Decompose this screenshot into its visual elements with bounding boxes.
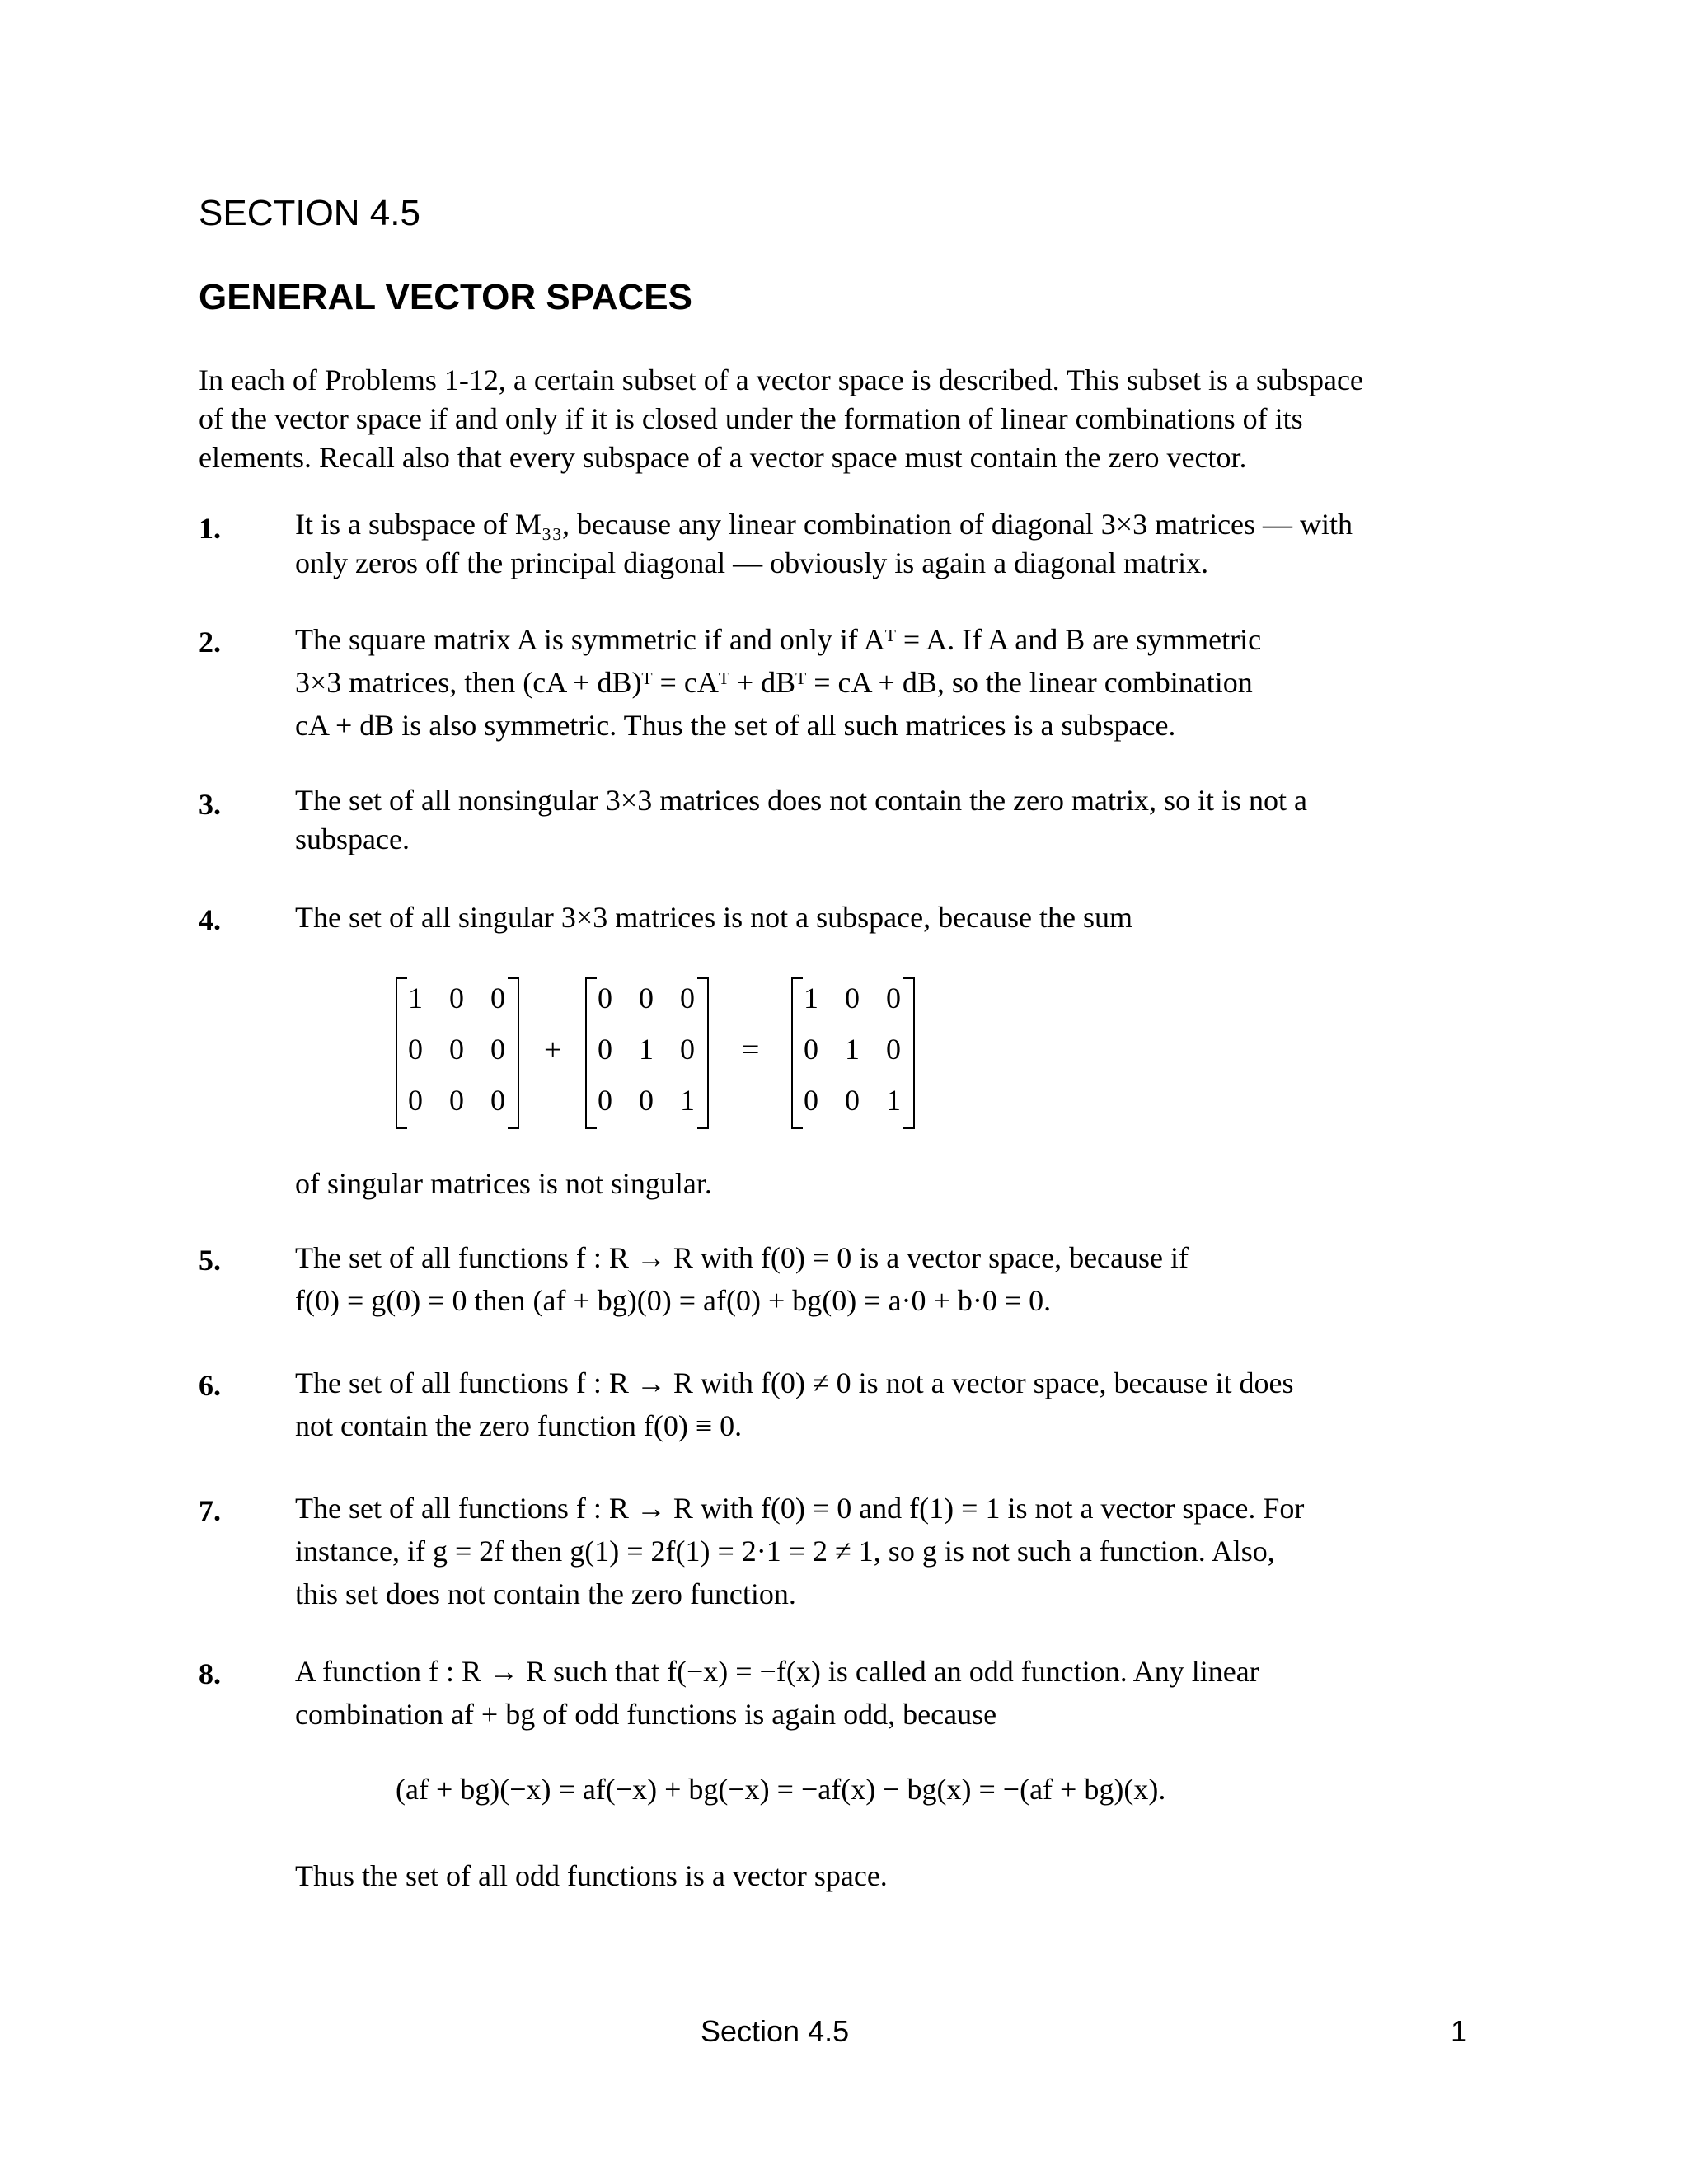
problem-line: The set of all singular 3×3 matrices is not a subspace, because the sum bbox=[295, 901, 1133, 934]
problem-4-after bbox=[295, 1162, 1507, 1205]
problem-2-text bbox=[295, 618, 1507, 747]
problem-number: 6. bbox=[199, 1369, 221, 1402]
matrix-cell: 0 bbox=[886, 982, 901, 1015]
matrix-cell: 1 bbox=[408, 982, 423, 1015]
matrix-cell: 0 bbox=[598, 1033, 612, 1066]
matrix-cell: 0 bbox=[490, 1084, 505, 1117]
problem-line: It is a subspace of M₃₃, because any linear combination of diagonal 3×3 matrices — with bbox=[295, 508, 1353, 541]
matrix-cell: 0 bbox=[449, 1084, 464, 1117]
matrix-cell: 0 bbox=[449, 982, 464, 1015]
matrix-cell: 0 bbox=[680, 1033, 695, 1066]
matrix-sum-result bbox=[791, 977, 915, 1127]
page-number: 1 bbox=[1451, 2014, 1468, 2048]
matrix-cell: 0 bbox=[886, 1033, 901, 1066]
intro-line: of the vector space if and only if it is closed under the formation of linear combinations of its bbox=[199, 402, 1303, 435]
problem-line: instance, if g = 2f then g(1) = 2f(1) = 2·1 = 2 ≠ 1, so g is not such a function. Also, bbox=[295, 1535, 1275, 1568]
problem-line: cA + dB is also symmetric. Thus the set of all such matrices is a subspace. bbox=[295, 709, 1176, 742]
problem-line: The set of all functions f : R → R with f(0) = 0 is a vector space, because if bbox=[295, 1241, 1189, 1274]
problem-line: 3×3 matrices, then (cA + dB)ᵀ = cAᵀ + dBᵀ = cA + dB, so the linear combination bbox=[295, 666, 1253, 699]
matrix-cell: 1 bbox=[680, 1084, 695, 1117]
matrix-cell: 0 bbox=[598, 982, 612, 1015]
problem-line: subspace. bbox=[295, 823, 410, 855]
matrix-cell: 0 bbox=[680, 982, 695, 1015]
matrix-b bbox=[585, 977, 709, 1127]
matrix-cell: 0 bbox=[408, 1033, 423, 1066]
problem-3-text bbox=[295, 781, 1507, 859]
matrix-a bbox=[396, 977, 519, 1127]
problem-number: 4. bbox=[199, 903, 221, 936]
matrix-cell: 0 bbox=[639, 982, 654, 1015]
problem-line: The set of all nonsingular 3×3 matrices does not contain the zero matrix, so it is not a bbox=[295, 784, 1308, 817]
matrix-cell: 0 bbox=[845, 982, 860, 1015]
problem-number: 1. bbox=[199, 512, 221, 545]
matrix-cell: 0 bbox=[804, 1084, 818, 1117]
problem-number: 5. bbox=[199, 1244, 221, 1277]
problem-line: A function f : R → R such that f(−x) = −f(x) is called an odd function. Any linear bbox=[295, 1655, 1259, 1688]
problem-line: of singular matrices is not singular. bbox=[295, 1167, 712, 1200]
page-title: GENERAL VECTOR SPACES bbox=[199, 277, 693, 317]
matrix-cell: 0 bbox=[408, 1084, 423, 1117]
problem-line: f(0) = g(0) = 0 then (af + bg)(0) = af(0) + bg(0) = a·0 + b·0 = 0. bbox=[295, 1284, 1052, 1317]
problem-5-text bbox=[295, 1236, 1507, 1322]
matrix-cell: 0 bbox=[490, 982, 505, 1015]
problem-7-text bbox=[295, 1487, 1507, 1615]
equals-sign: = bbox=[742, 1033, 760, 1067]
matrix-sum bbox=[396, 977, 956, 1127]
problem-line: combination af + bg of odd functions is again odd, because bbox=[295, 1698, 997, 1731]
problem-8-text bbox=[295, 1650, 1507, 1736]
problem-line: Thus the set of all odd functions is a vector space. bbox=[295, 1859, 888, 1892]
problem-line: The square matrix A is symmetric if and only if Aᵀ = A. If A and B are symmetric bbox=[295, 623, 1262, 656]
display-equation: (af + bg)(−x) = af(−x) + bg(−x) = −af(x) − bg(x) = −(af + bg)(x). bbox=[396, 1773, 1166, 1806]
plus-sign: + bbox=[544, 1033, 562, 1067]
problem-number: 3. bbox=[199, 788, 221, 821]
matrix-cell: 1 bbox=[845, 1033, 860, 1066]
intro-line: In each of Problems 1-12, a certain subset of a vector space is described. This subset is a subspace bbox=[199, 363, 1363, 396]
section-number: SECTION 4.5 bbox=[199, 193, 420, 233]
problem-1-text bbox=[295, 505, 1507, 583]
footer-section-label: Section 4.5 bbox=[701, 2014, 850, 2048]
problem-8-after bbox=[295, 1854, 1507, 1897]
intro-line: elements. Recall also that every subspace of a vector space must contain the zero vector. bbox=[199, 441, 1247, 474]
matrix-cell: 1 bbox=[886, 1084, 901, 1117]
problem-number: 8. bbox=[199, 1657, 221, 1690]
problem-6-text bbox=[295, 1361, 1507, 1447]
intro-paragraph bbox=[199, 361, 1501, 477]
problem-number: 2. bbox=[199, 626, 221, 658]
matrix-cell: 1 bbox=[639, 1033, 654, 1066]
matrix-cell: 0 bbox=[845, 1084, 860, 1117]
problem-line: not contain the zero function f(0) ≡ 0. bbox=[295, 1409, 743, 1442]
matrix-cell: 0 bbox=[804, 1033, 818, 1066]
matrix-cell: 0 bbox=[449, 1033, 464, 1066]
problem-line: The set of all functions f : R → R with f(0) ≠ 0 is not a vector space, because it does bbox=[295, 1366, 1294, 1399]
problem-number: 7. bbox=[199, 1494, 221, 1527]
matrix-cell: 1 bbox=[804, 982, 818, 1015]
matrix-cell: 0 bbox=[639, 1084, 654, 1117]
problem-line: The set of all functions f : R → R with f(0) = 0 and f(1) = 1 is not a vector space. For bbox=[295, 1492, 1305, 1525]
problem-4-text bbox=[295, 896, 1507, 939]
problem-line: this set does not contain the zero function. bbox=[295, 1577, 796, 1610]
matrix-cell: 0 bbox=[490, 1033, 505, 1066]
matrix-cell: 0 bbox=[598, 1084, 612, 1117]
problem-line: only zeros off the principal diagonal — obviously is again a diagonal matrix. bbox=[295, 546, 1209, 579]
